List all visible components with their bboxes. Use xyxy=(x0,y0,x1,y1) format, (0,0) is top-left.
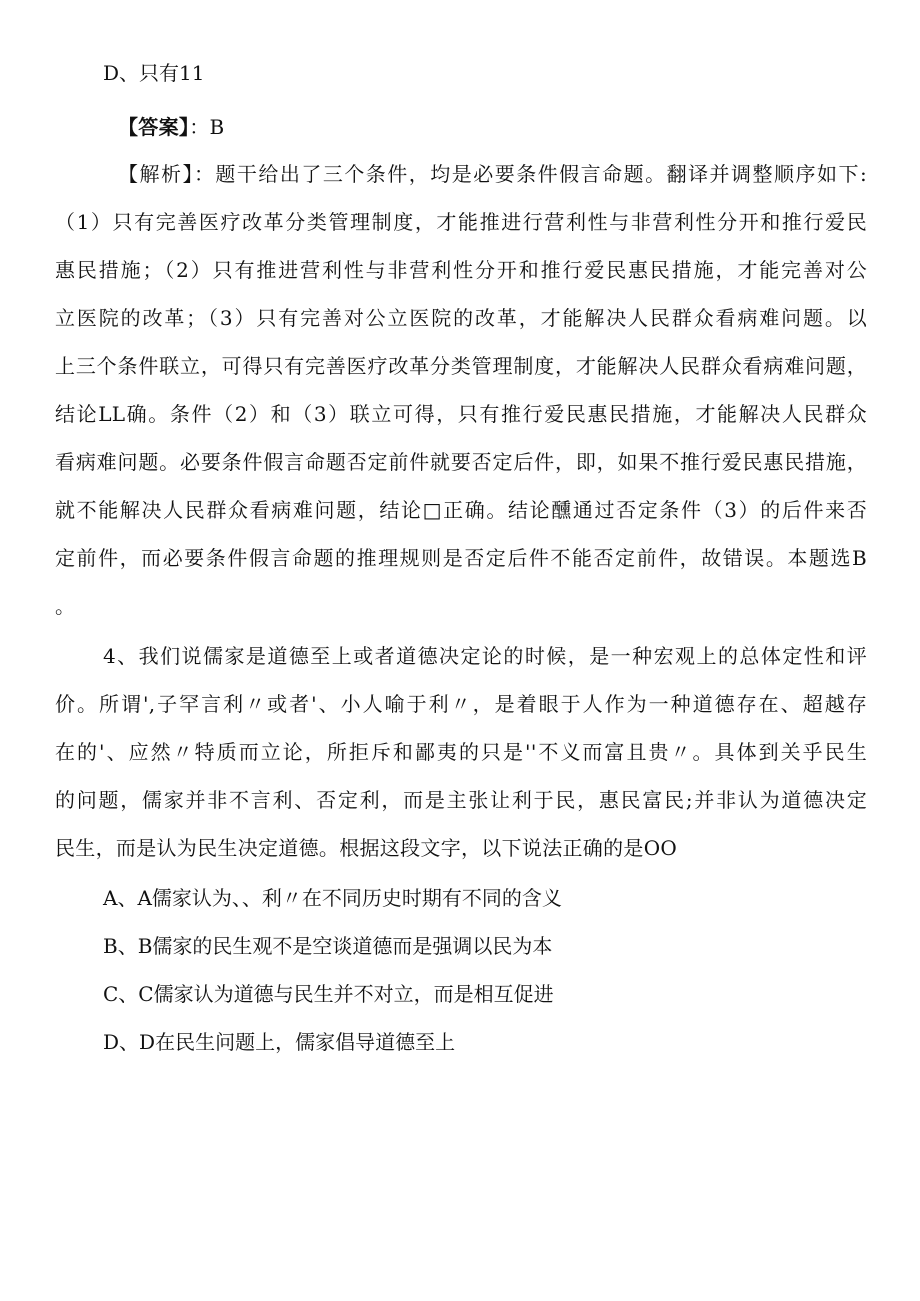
analysis-line-8: 就不能解决人民群众看病难问题，结论□正确。结论醺通过否定条件（3）的后件来否 xyxy=(55,498,867,522)
analysis-line-1 xyxy=(118,160,867,188)
question4-line-4: 的问题，儒家并非不言利、否定利，而是主张让利于民，惠民富民;并非认为道德决定 xyxy=(55,788,867,812)
question4-line-3: 在的'、应然〃特质而立论，所拒斥和鄙夷的只是''不义而富且贵〃。具体到关乎民生 xyxy=(55,740,867,764)
analysis-text-1: ：题干给出了三个条件，均是必要条件假言命题。翻译并调整顺序如下: xyxy=(193,162,867,186)
analysis-label: 【解析】 xyxy=(118,162,194,186)
analysis-line-5: 上三个条件联立，可得只有完善医疗改革分类管理制度，才能解决人民群众看病难问题， xyxy=(55,354,867,378)
analysis-line-9: 定前件，而必要条件假言命题的推理规则是否定后件不能否定前件，故错误。本题选B xyxy=(55,546,867,570)
question4-line-5: 民生，而是认为民生决定道德。根据这段文字，以下说法正确的是OO xyxy=(55,836,678,860)
question4-option-b: B、B儒家的民生观不是空谈道德而是强调以民为本 xyxy=(103,934,553,958)
analysis-line-6: 结论LL确。条件（2）和（3）联立可得，只有推行爱民惠民措施，才能解决人民群众 xyxy=(55,402,867,426)
analysis-line-7: 看病难问题。必要条件假言命题否定前件就要否定后件，即，如果不推行爱民惠民措施， xyxy=(55,450,867,474)
question4-option-a: A、A儒家认为、、利〃在不同历史时期有不同的含义 xyxy=(103,886,562,910)
answer-label: 【答案】 xyxy=(118,115,190,139)
answer-line xyxy=(118,113,867,141)
analysis-line-3: 惠民措施；（2）只有推进营利性与非营利性分开和推行爱民惠民措施，才能完善对公 xyxy=(55,258,867,282)
question4-option-c: C、C儒家认为道德与民生并不对立，而是相互促进 xyxy=(103,982,554,1006)
answer-value: ：B xyxy=(189,115,225,139)
question4-line-1: 4、我们说儒家是道德至上或者道德决定论的时候，是一种宏观上的总体定性和评 xyxy=(103,644,867,668)
question4-option-d: D、D在民生问题上，儒家倡导道德至上 xyxy=(103,1030,456,1054)
analysis-line-2: （1）只有完善医疗改革分类管理制度，才能推进行营利性与非营利性分开和推行爱民 xyxy=(55,210,867,234)
analysis-line-10: 。 xyxy=(55,594,76,618)
question4-line-2: 价。所谓',子罕言利〃或者'、小人喻于利〃，是着眼于人作为一种道德存在、超越存 xyxy=(55,692,867,716)
prev-option-d: D、只有11 xyxy=(103,61,205,85)
analysis-line-4: 立医院的改革；（3）只有完善对公立医院的改革，才能解决人民群众看病难问题。以 xyxy=(55,306,867,330)
